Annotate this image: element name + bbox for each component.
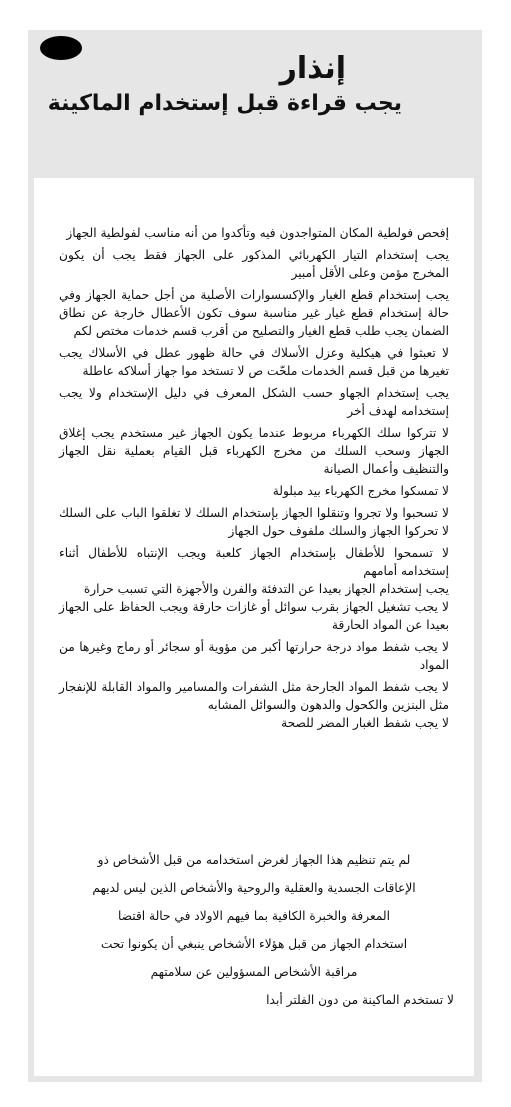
warning-item: يجب إستخدام التيار الكهربائي المذكور على الجهاز فقط يجب أن يكون المخرج مؤمن وعلى الأقل أمبير	[59, 248, 449, 280]
warning-list	[59, 224, 449, 732]
notice-line: الإعاقات الجسدية والعقلية والروحية والأشخاص الذين ليس لديهم	[92, 881, 416, 895]
notice-line: لا تستخدم الماكينة من دون الفلتر أبدا	[266, 993, 454, 1007]
notice-line: المعرفة والخبرة الكافية بما فيهم الاولاد في حالة اقتضا	[118, 909, 390, 923]
warning-item: لا يجب شفط المواد الجارحة مثل الشفرات والمسامير والمواد القابلة للإنفجار مثل البنزين والكحول والدهون والسوائل المشابه	[59, 680, 449, 712]
notice-line: مراقبة الأشخاص المسؤولين عن سلامتهم	[150, 965, 358, 979]
page-title: إنذار	[279, 51, 346, 86]
warning-item: لا يجب تشغيل الجهاز بقرب سوائل أو غازات حارقة ويجب الحفاظ على الجهاز بعيدا عن المواد الحارقة	[59, 600, 449, 632]
warning-item: لا تتركوا سلك الكهرباء مربوط عندما يكون الجهاز غير مستخدم يجب إغلاق الجهاز وسحب السلك من مخرج الكهرباء قبل القيام بعملية نقل الجهاز والتنظيف وأعمال الصيانة	[59, 426, 449, 476]
warnings-box	[34, 178, 474, 1076]
page-frame	[28, 30, 482, 1082]
warning-item: لا تسحبوا ولا تجروا وتنقلوا الجهاز بإستخدام السلك لا تغلقوا الباب على السلك لا تحركوا الجهاز والسلك ملفوف حول الجهاز	[59, 506, 449, 538]
warning-item: يجب إستخدام قطع الغيار والإكسسوارات الأصلية من أجل حماية الجهاز وفي حالة إستخدام قطع غيار غير مناسبة سوف تكون الأعطال خارجة عن نطاق الضمان يجب طلب قطع الغيار والتصليح من أقرب قسم خدمات مختص لكم	[59, 288, 449, 338]
warning-item: لا يجب شفط الغبار المضر للصحة	[281, 716, 449, 730]
warning-item: لا يجب شفط مواد درجة حرارتها أكبر من مؤوية أو سجائر أو رماج وغيرها من المواد	[59, 640, 449, 672]
warning-item: يجب إستخدام الجهاو حسب الشكل المعرف في دليل الإستخدام ولا يجب إستخدامه لهدف أخر	[59, 386, 449, 418]
restriction-notice	[54, 846, 454, 1014]
warning-item: لا تسمحوا للأطفال بإستخدام الجهاز كلعبة ويجب الإنتباه للأطفال أثناء إستخدامه أمامهم	[59, 546, 449, 578]
black-oval-marker	[40, 36, 82, 60]
header	[28, 30, 482, 150]
warning-item: إفحص فولطية المكان المتواجدون فيه وتأكدوا من أنه مناسب لفولطية الجهاز	[66, 226, 449, 240]
notice-line: استخدام الجهاز من قبل هؤلاء الأشخاص ينبغي أن يكونوا تحت	[100, 937, 408, 951]
warning-item: لا تعبثوا في هيكلية وعزل الأسلاك في حالة ظهور عطل في الأسلاك يجب تغيرها من قبل قسم الخدمات ملحّت ص لا تستخد موا جهاز أسلاكه عاطلة	[59, 346, 449, 378]
notice-line: لم يتم تنظيم هذا الجهاز لغرض استخدامه من قبل الأشخاص ذو	[97, 853, 411, 867]
warning-item: يجب إستخدام الجهاز بعيدا عن التدفئة والفرن والأجهزة التي تسبب حرارة	[83, 582, 449, 596]
warning-item: لا تمسكوا مخرج الكهرباء بيد مبلولة	[272, 484, 449, 498]
page-subtitle: يجب قراءة قبل إستخدام الماكينة	[47, 91, 402, 116]
